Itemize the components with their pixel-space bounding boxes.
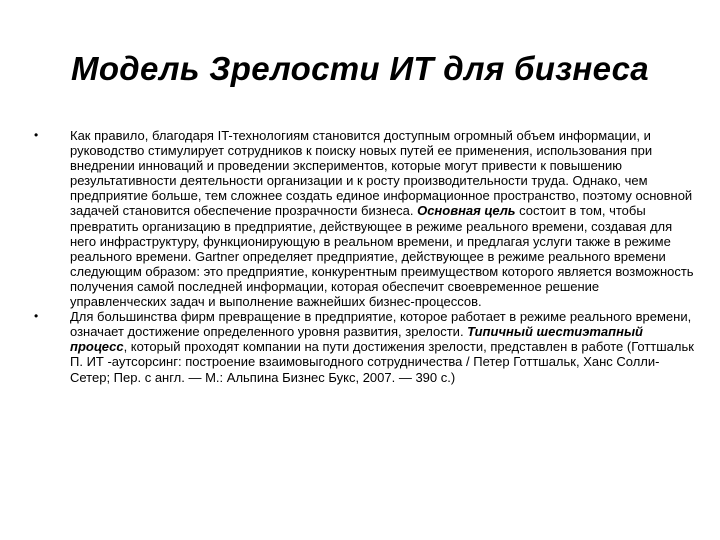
bullet-item	[30, 128, 698, 309]
bullet-dot-icon: •	[34, 128, 39, 142]
bullet-text: состоит в том, чтобы превратить организацию в предприятие, действующее в режиме реального времени, создавая для него инфраструктуру, функционирующую в реальном времени, и предлагая услуги также в режиме реального времени. Gartner определяет предприятие, действующее в режиме реального времени следующим образом: это предприятие, конкурентным преимуществом которого является возможность получения самой последней информации, которая обеспечит своевременное решение управленческих задач и выполнение важнейших бизнес-процессов.	[70, 203, 694, 310]
bullet-dot-icon: •	[34, 309, 39, 324]
bullet-text: Как правило, благодаря IT-технологиям становится доступным огромный объем информации, и руководство стимулирует сотрудников к поиску новых путей ее применения, использования при внедрении инноваций и проведении экспериментов, которые могут привести к повышению результативности деятельности организации и к росту производительности труда. Однако, чем предприятие больше, тем сложнее создать единое информационное пространство, поэтому основной задачей становится обеспечение прозрачности бизнеса.	[70, 128, 693, 219]
bullet-list	[30, 128, 698, 385]
bullet-text: Для большинства фирм превращение в предприятие, которое работает в режиме реального времени, означает достижение определенного уровня развития, зрелости.	[70, 309, 692, 340]
bullet-emphasis: Основная цель	[417, 203, 516, 219]
bullet-text: , который проходят компании на пути достижения зрелости, представлен в работе (Готтшальк П. ИТ -аутсорсинг: построение взаимовыгодного сотрудничества / Петер Готтшальк, Ханс Солли-Сетер; Пер. с англ. — М.: Альпина Бизнес Букс, 2007. — 390 с.)	[70, 339, 694, 385]
slide-title: Модель Зрелости ИТ для бизнеса	[71, 50, 649, 87]
bullet-emphasis: Типичный шестиэтапный процесс	[70, 324, 644, 355]
bullet-item	[30, 309, 698, 384]
